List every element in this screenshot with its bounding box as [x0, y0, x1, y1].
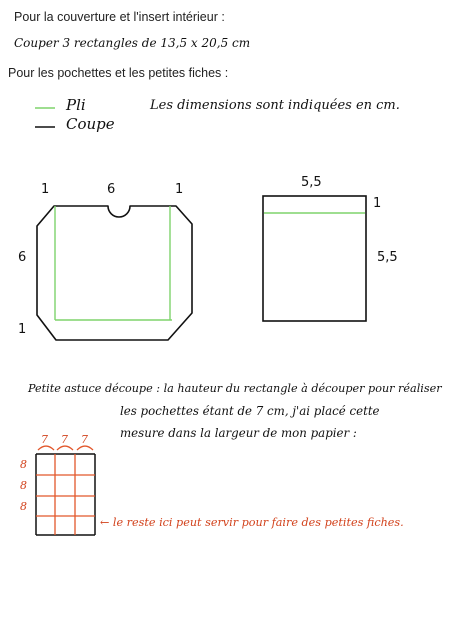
tip-line-2: les pochettes étant de 7 cm, j'ai placé cette	[120, 404, 380, 418]
cut-instruction: Couper 3 rectangles de 13,5 x 20,5 cm	[14, 36, 251, 50]
legend-cut-label: Coupe	[66, 115, 115, 133]
card-dim-top: 5,5	[301, 175, 322, 190]
grid-row-label-1: 8	[20, 458, 27, 471]
tip-line-1: Petite astuce découpe : la hauteur du rectangle à découper pour réaliser	[28, 382, 442, 395]
card-dim-right-side: 5,5	[377, 250, 398, 265]
tip-line-3: mesure dans la largeur de mon papier :	[120, 426, 357, 440]
col-brace-3	[77, 446, 93, 450]
grid-col-label-3: 7	[81, 433, 88, 446]
units-note: Les dimensions sont indiquées en cm.	[150, 98, 400, 113]
legend-fold-label: Pli	[66, 96, 86, 114]
col-brace-2	[57, 446, 73, 450]
heading-pockets: Pour les pochettes et les petites fiches :	[8, 66, 229, 80]
pocket-dim-top-right: 1	[175, 182, 184, 197]
grid-col-label-1: 7	[41, 433, 48, 446]
remainder-note: ← le reste ici peut servir pour faire des petites fiches.	[100, 516, 404, 529]
grid-row-label-3: 8	[20, 500, 27, 513]
card-dim-right-top: 1	[373, 196, 382, 211]
pocket-dim-top-left: 1	[41, 182, 50, 197]
card-outline	[263, 196, 366, 321]
cutting-grid	[36, 454, 95, 535]
pocket-dim-left-side: 6	[18, 250, 27, 265]
col-brace-1	[38, 446, 54, 450]
grid-row-label-2: 8	[20, 479, 27, 492]
pocket-dim-top-middle: 6	[107, 182, 116, 197]
pocket-dim-bottom-left: 1	[18, 322, 27, 337]
heading-cover: Pour la couverture et l'insert intérieur :	[14, 10, 225, 24]
grid-col-label-2: 7	[61, 433, 68, 446]
